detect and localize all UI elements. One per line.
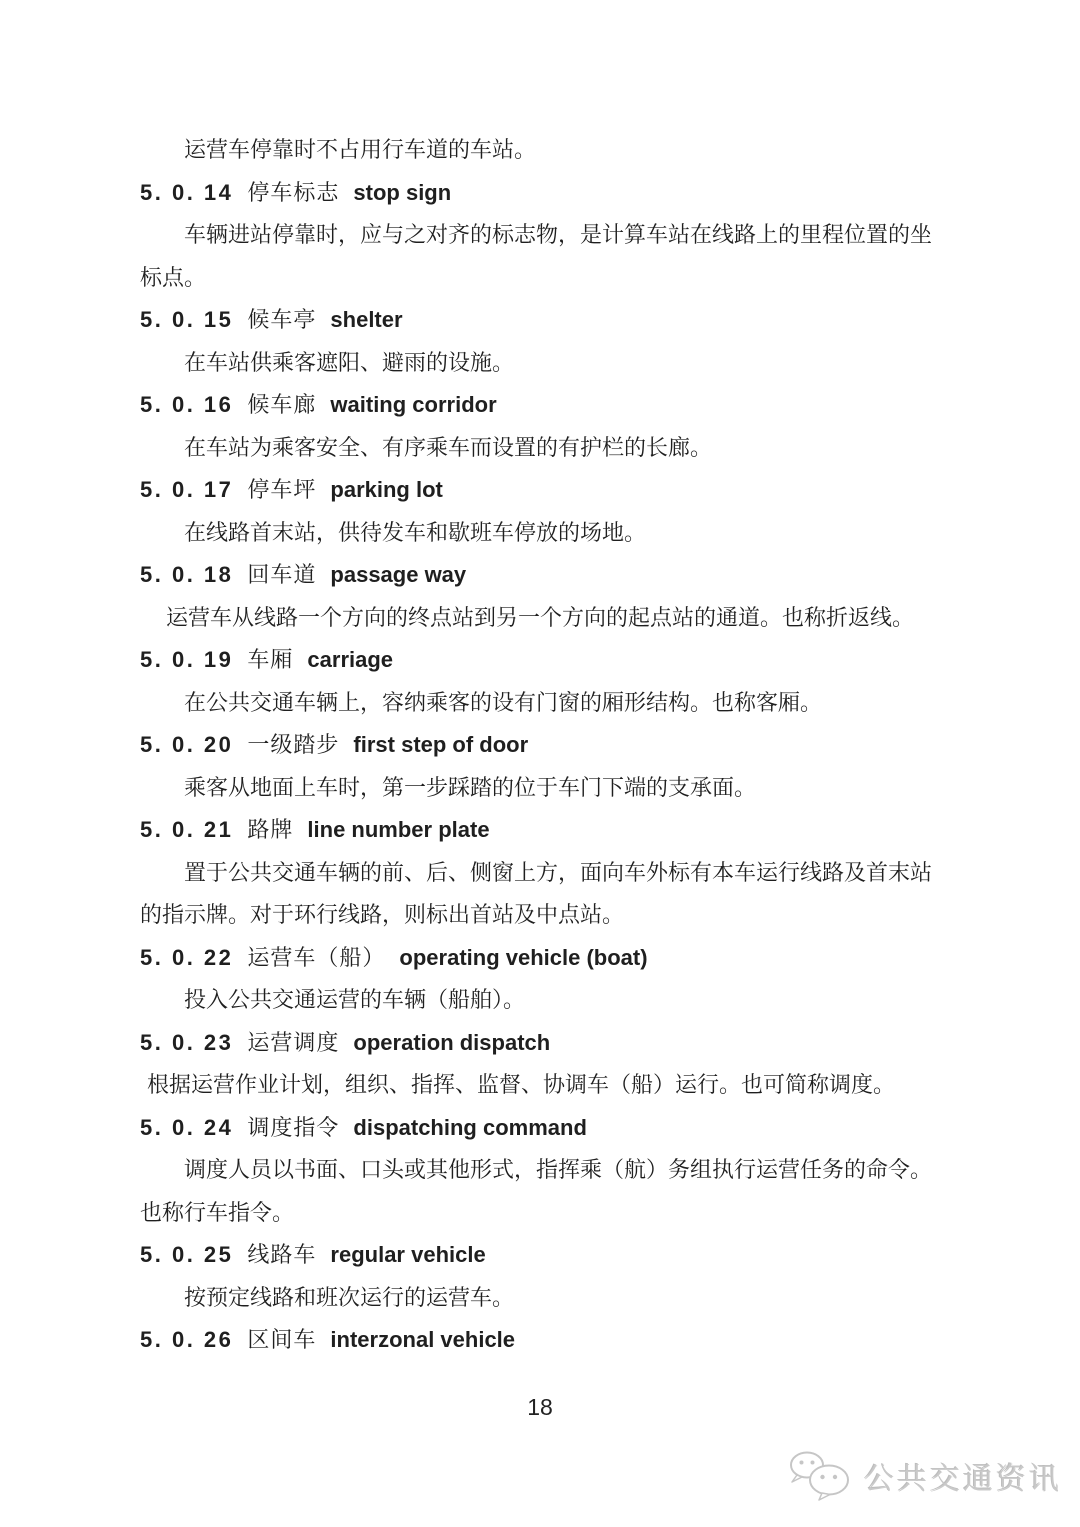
term-zh: 运营车（船）	[247, 944, 386, 970]
term-en: regular vehicle	[330, 1242, 486, 1267]
term-en: passage way	[330, 562, 467, 587]
term-number: 5. 0. 26	[140, 1327, 234, 1352]
term-zh: 路牌	[247, 817, 294, 842]
term-heading-5-0-16	[140, 384, 950, 427]
term-number: 5. 0. 14	[140, 179, 234, 205]
definition-line: 在公共交通车辆上，容纳乘客的设有门窗的厢形结构。也称客厢。	[184, 689, 823, 715]
term-zh: 运营调度	[247, 1029, 340, 1055]
definition-line: 在线路首末站，供待发车和歇班车停放的场地。	[184, 519, 647, 545]
term-en: interzonal vehicle	[330, 1327, 516, 1352]
watermark-label: 公共交通资讯	[864, 1463, 1062, 1496]
term-en: line number plate	[307, 817, 490, 842]
term-number: 5. 0. 24	[140, 1114, 234, 1140]
term-en: operating vehicle (boat)	[399, 944, 648, 970]
term-number: 5. 0. 21	[140, 817, 234, 842]
term-number: 5. 0. 18	[140, 562, 234, 587]
document-body	[140, 129, 950, 1362]
term-heading-5-0-17	[140, 469, 950, 512]
page-number: 18	[527, 1394, 553, 1420]
term-heading-5-0-15	[140, 299, 950, 342]
term-zh: 线路车	[247, 1242, 317, 1267]
term-heading-5-0-24	[140, 1107, 950, 1150]
definition-line: 运营车从线路一个方向的终点站到另一个方向的起点站的通道。也称折返线。	[166, 604, 915, 630]
definition-line: 车辆进站停靠时，应与之对齐的标志物，是计算车站在线路上的里程位置的坐	[184, 222, 933, 247]
term-zh: 回车道	[247, 562, 317, 587]
term-heading-5-0-19	[140, 639, 950, 682]
definition-line: 也称行车指令。	[140, 1199, 295, 1225]
term-zh: 调度指令	[247, 1114, 340, 1140]
term-heading-5-0-26	[140, 1319, 950, 1362]
term-number: 5. 0. 23	[140, 1029, 234, 1055]
term-heading-5-0-20	[140, 724, 950, 767]
term-zh: 候车亭	[247, 307, 317, 332]
definition-line: 在车站供乘客遮阳、避雨的设施。	[184, 349, 515, 375]
term-en: carriage	[307, 647, 394, 672]
term-number: 5. 0. 20	[140, 732, 234, 757]
watermark	[788, 1450, 1062, 1502]
wechat-icon	[788, 1450, 854, 1502]
definition-line: 乘客从地面上车时，第一步踩踏的位于车门下端的支承面。	[184, 774, 757, 800]
definition-line: 在车站为乘客安全、有序乘车而设置的有护栏的长廊。	[184, 434, 713, 460]
definition-line: 置于公共交通车辆的前、后、侧窗上方，面向车外标有本车运行线路及首末站	[184, 859, 933, 885]
term-number: 5. 0. 22	[140, 944, 234, 970]
term-en: waiting corridor	[330, 392, 497, 417]
term-heading-5-0-21	[140, 809, 950, 852]
term-number: 5. 0. 16	[140, 392, 234, 417]
term-heading-5-0-25	[140, 1234, 950, 1277]
definition-line: 根据运营作业计划，组织、指挥、监督、协调车（船）运行。也可简称调度。	[147, 1072, 896, 1097]
term-heading-5-0-18	[140, 554, 950, 597]
term-number: 5. 0. 17	[140, 477, 234, 502]
term-en: first step of door	[353, 732, 529, 757]
term-heading-5-0-23	[140, 1022, 950, 1065]
term-zh: 一级踏步	[247, 732, 340, 757]
term-en: shelter	[330, 307, 403, 332]
term-number: 5. 0. 15	[140, 307, 234, 332]
term-en: parking lot	[330, 477, 443, 502]
term-zh: 停车坪	[247, 477, 317, 502]
definition-line: 的指示牌。对于环行线路，则标出首站及中点站。	[140, 902, 625, 927]
term-zh: 区间车	[247, 1327, 317, 1352]
definition-line: 标点。	[140, 264, 207, 290]
definition-line: 按预定线路和班次运行的运营车。	[184, 1284, 515, 1310]
definition-line: 调度人员以书面、口头或其他形式，指挥乘（航）务组执行运营任务的命令。	[184, 1157, 933, 1182]
term-en: stop sign	[353, 179, 452, 205]
intro-line: 运营车停靠时不占用行车道的车站。	[184, 137, 537, 162]
definition-line: 投入公共交通运营的车辆（船舶）。	[184, 987, 526, 1012]
term-zh: 车厢	[247, 647, 294, 672]
term-en: operation dispatch	[353, 1029, 551, 1055]
term-zh: 停车标志	[247, 179, 340, 205]
term-number: 5. 0. 25	[140, 1242, 234, 1267]
term-en: dispatching command	[353, 1114, 587, 1140]
term-heading-5-0-22	[140, 937, 950, 980]
term-number: 5. 0. 19	[140, 647, 234, 672]
term-zh: 候车廊	[247, 392, 317, 417]
term-heading-5-0-14	[140, 172, 950, 215]
